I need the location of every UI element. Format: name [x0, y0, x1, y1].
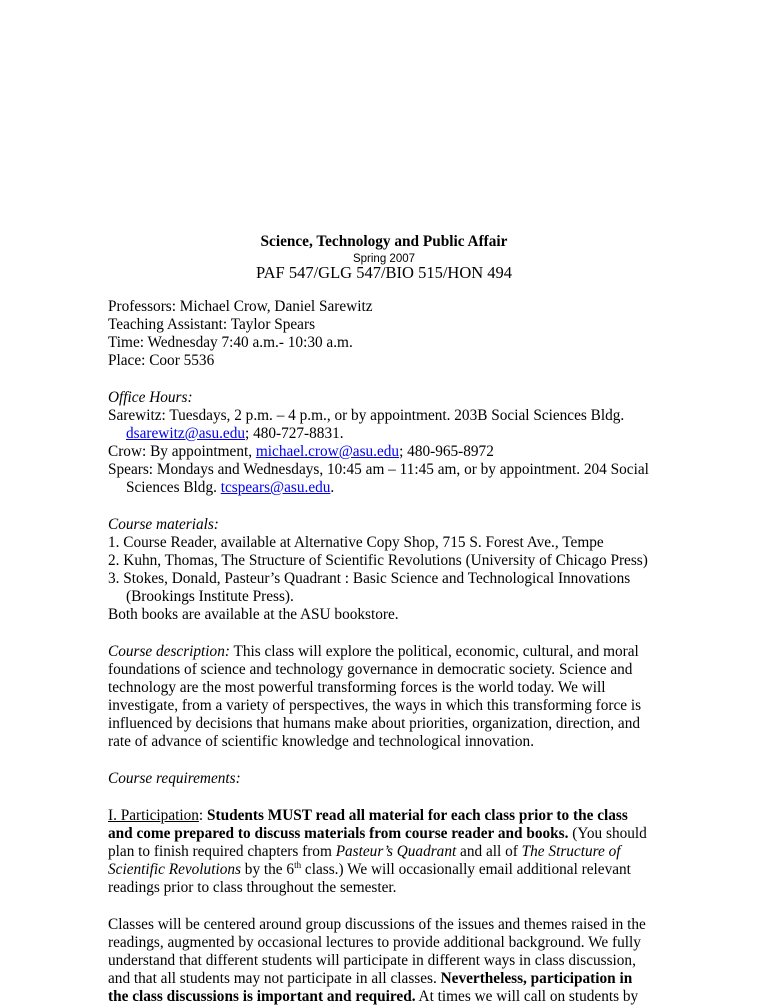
material-item-3: 3. Stokes, Donald, Pasteur’s Quadrant : Basic Science and Technological Innovations — [108, 570, 631, 587]
discussion-line-5b: At times we will call on students by — [415, 988, 639, 1005]
participation-bold-1: Students MUST read all material for each class prior to the class — [207, 807, 628, 824]
sarewitz-hours: Sarewitz: Tuesdays, 2 p.m. – 4 p.m., or by appointment. 203B Social Sciences Bldg. — [108, 407, 625, 424]
crow-hours — [108, 443, 494, 461]
crow-phone: ; 480-965-8972 — [399, 443, 494, 460]
description-line-4: investigate, from a variety of perspectives, the ways in which this transforming force is — [108, 697, 642, 714]
description-line-5: influenced by decisions that humans make about priorities, organization, direction, and — [108, 715, 640, 732]
material-item-1: 1. Course Reader, available at Alternative Copy Shop, 715 S. Forest Ave., Tempe — [108, 534, 604, 551]
course-term: Spring 2007 — [352, 253, 416, 265]
materials-note: Both books are available at the ASU bookstore. — [108, 606, 399, 623]
place-line: Place: Coor 5536 — [108, 352, 215, 369]
description-text-1: This class will explore the political, economic, cultural, and moral — [229, 643, 639, 660]
crow-label: Crow: By appointment, — [108, 443, 256, 460]
participation-line-3c: and all of — [456, 843, 522, 860]
materials-heading: Course materials: — [108, 516, 219, 533]
book-title-kuhn-2: Scientific Revolutions — [108, 861, 241, 878]
spears-contact — [126, 479, 334, 497]
spears-email-link[interactable]: tcspears@asu.edu — [220, 479, 331, 496]
crow-email-link[interactable]: michael.crow@asu.edu — [255, 443, 400, 460]
description-label: Course description: — [108, 643, 230, 660]
spears-hours: Spears: Mondays and Wednesdays, 10:45 am – 11:45 am, or by appointment. 204 Social — [108, 461, 649, 478]
material-item-3-cont: (Brookings Institute Press). — [126, 588, 294, 605]
spears-suffix: . — [330, 479, 335, 496]
participation-line-4c: class.) We will occasionally email additional relevant — [301, 861, 631, 878]
participation-line-2 — [108, 825, 647, 843]
discussion-line-4 — [108, 970, 632, 988]
book-title-kuhn-1: The Structure of — [521, 843, 621, 860]
discussion-line-4a: and that all students may not participate in all classes. — [108, 970, 441, 987]
book-title-pasteur: Pasteur’s Quadrant — [335, 843, 457, 860]
participation-line-4 — [108, 861, 631, 879]
sarewitz-phone: ; 480-727-8831. — [245, 425, 344, 442]
participation-line-5: readings prior to class throughout the semester. — [108, 879, 397, 896]
ta-line: Teaching Assistant: Taylor Spears — [108, 316, 316, 333]
course-title: Science, Technology and Public Affair — [260, 233, 508, 250]
discussion-line-5 — [108, 988, 638, 1006]
description-line-6: rate of advance of scientific knowledge and technological innovation. — [108, 733, 535, 750]
requirements-heading: Course requirements: — [108, 770, 241, 787]
ordinal-suffix: th — [294, 859, 302, 870]
course-codes: PAF 547/GLG 547/BIO 515/HON 494 — [255, 263, 513, 282]
discussion-line-2: readings, augmented by occasional lectures to provide additional background. We fully — [108, 934, 641, 951]
sarewitz-contact — [126, 425, 344, 443]
discussion-line-3: understand that different students will participate in different ways in class discussion, — [108, 952, 636, 969]
time-line: Time: Wednesday 7:40 a.m.- 10:30 a.m. — [108, 334, 353, 351]
office-hours-heading: Office Hours: — [108, 389, 193, 406]
participation-label: I. Participation — [108, 807, 199, 824]
participation-colon: : — [198, 807, 207, 824]
participation-rest-2: (You should — [568, 825, 647, 842]
participation-line-4b: by the 6 — [240, 861, 295, 878]
description-line-2: foundations of science and technology governance in democratic society. Science and — [108, 661, 633, 678]
material-item-2: 2. Kuhn, Thomas, The Structure of Scientific Revolutions (University of Chicago Press) — [108, 552, 648, 569]
spears-location: Sciences Bldg. — [126, 479, 221, 496]
description-line-1 — [108, 643, 639, 661]
participation-line-1 — [108, 807, 628, 825]
discussion-line-5a: the class discussions is important and required. — [108, 988, 416, 1005]
participation-line-3 — [108, 843, 621, 861]
sarewitz-email-link[interactable]: dsarewitz@asu.edu — [126, 425, 245, 442]
discussion-line-1: Classes will be centered around group discussions of the issues and themes raised in the — [108, 916, 646, 933]
participation-line-3a: plan to finish required chapters from — [108, 843, 336, 860]
participation-bold-2: and come prepared to discuss materials from course reader and books. — [108, 825, 569, 842]
professors-line: Professors: Michael Crow, Daniel Sarewitz — [108, 298, 373, 315]
description-line-3: technology are the most powerful transforming forces is the world today. We will — [108, 679, 606, 696]
discussion-line-4b: Nevertheless, participation in — [440, 970, 633, 987]
